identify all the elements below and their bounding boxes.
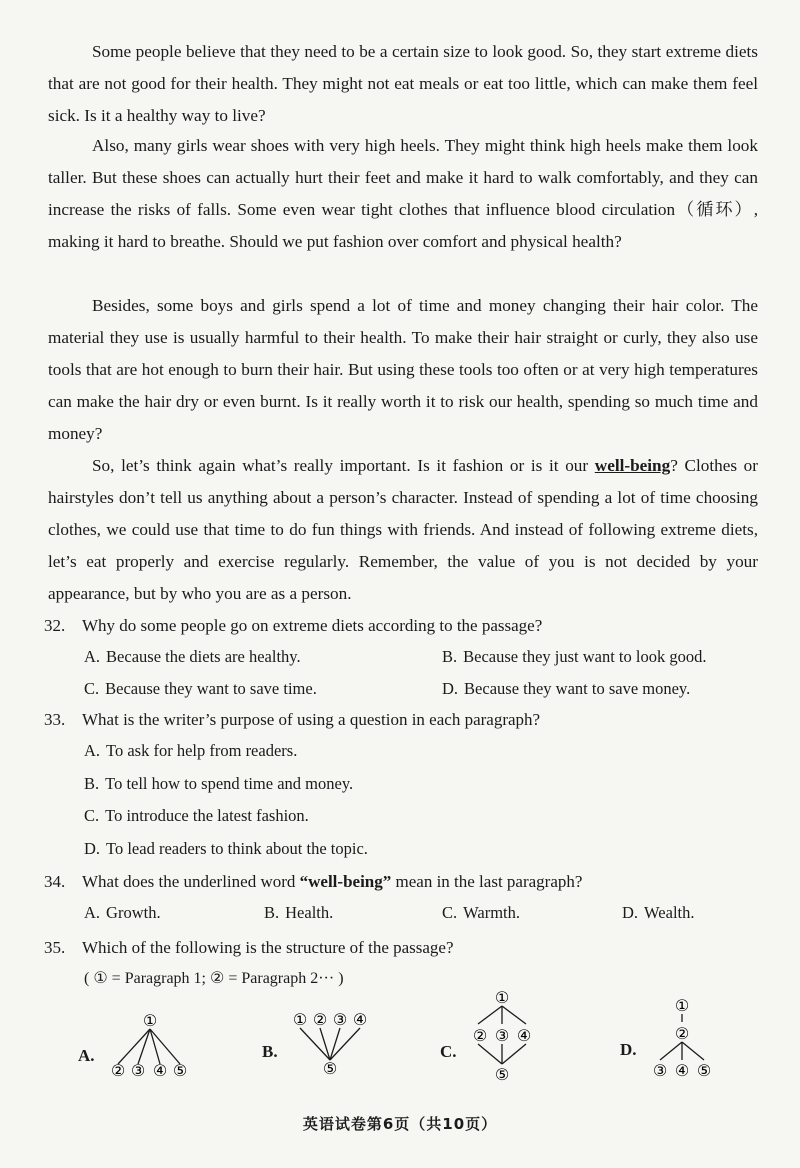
paragraph-4-end: ? Clothes or hairstyles don’t tell us anything about a person’s character. Instead of spending a lot of time choosing clothes, we could use that time to do fun things with friends. And instead of following extreme diets, let’s eat properly and exercise regularly. Remember, the value of you is not decided by your appearance, but by who you are as a person. xyxy=(48,456,758,603)
question-text: Why do some people go on extreme diets according to the passage? xyxy=(82,616,543,635)
question-34: 34. What does the underlined word “well-being” mean in the last paragraph? xyxy=(44,868,582,896)
option-32c[interactable]: C. Because they want to save time. xyxy=(84,679,317,698)
circled-2: ② xyxy=(472,1026,488,1045)
diagram-c[interactable] xyxy=(464,986,544,1086)
diagram-c-label[interactable]: C. xyxy=(440,1042,457,1061)
circled-2: ② xyxy=(674,1024,690,1043)
diagram-d[interactable] xyxy=(646,994,722,1084)
option-33b[interactable]: B. To tell how to spend time and money. xyxy=(84,774,354,793)
option-34c[interactable]: C. Warmth. xyxy=(442,903,521,922)
circled-4: ④ xyxy=(352,1010,368,1029)
circled-1: ① xyxy=(494,988,510,1007)
circled-3: ③ xyxy=(332,1010,348,1029)
diagram-d-label[interactable]: D. xyxy=(620,1040,637,1059)
circled-5: ⑤ xyxy=(172,1061,188,1080)
paragraph-key-note: ( ① = Paragraph 1; ② = Paragraph 2··· ) xyxy=(84,970,344,987)
circled-2: ② xyxy=(110,1061,126,1080)
option-33d[interactable]: D. To lead readers to think about the topic. xyxy=(84,839,368,858)
quoted-word: “well-being” xyxy=(299,872,392,891)
paragraph-1: Some people believe that they need to be a certain size to look good. So, they start extreme diets that are not good for their health. They might not eat meals or eat too little, which can make them feel sick. Is it a healthy way to live? xyxy=(48,42,758,125)
question-number: 33. xyxy=(44,710,66,729)
underlined-word: well-being xyxy=(594,456,671,475)
diagram-b-label[interactable]: B. xyxy=(262,1042,278,1061)
paragraph-4 xyxy=(48,450,758,610)
question-text: What is the writer’s purpose of using a question in each paragraph? xyxy=(82,710,541,729)
circled-1: ① xyxy=(292,1010,308,1029)
paragraph-2: Also, many girls wear shoes with very high heels. They might think high heels make them look taller. But these shoes can actually hurt their feet and make it hard to walk comfortably, and they can increase the risks of falls. Some even wear tight clothes that influence blood circulation（循环）, making it hard to breathe. Should we put fashion over comfort and physical health? xyxy=(48,136,758,251)
circled-5: ⑤ xyxy=(494,1065,510,1084)
diagram-a-label[interactable]: A. xyxy=(78,1046,95,1065)
circled-1: ① xyxy=(674,996,690,1015)
page-footer: 英语试卷第6页（共10页） xyxy=(302,1115,498,1133)
circled-3: ③ xyxy=(130,1061,146,1080)
option-34d[interactable]: D. Wealth. xyxy=(622,903,695,922)
circled-5: ⑤ xyxy=(322,1059,338,1078)
paragraph-3: Besides, some boys and girls spend a lot of time and money changing their hair color. The material they use is usually harmful to their health. To make their hair straight or curly, they also use tools that are hot enough to burn their hair. But using these tools too often or at very high temperatures can make the hair dry or even burnt. Is it really worth it to risk our health, spending so much time and money? xyxy=(48,296,758,443)
circled-4: ④ xyxy=(516,1026,532,1045)
question-33 xyxy=(44,706,540,734)
diagram-a[interactable] xyxy=(100,1010,200,1080)
question-number: 34. xyxy=(44,872,66,891)
question-number: 32. xyxy=(44,616,66,635)
diagram-b[interactable] xyxy=(288,1008,378,1078)
circled-3: ③ xyxy=(652,1061,668,1080)
option-32b[interactable]: B. Because they just want to look good. xyxy=(442,647,707,666)
question-number: 35. xyxy=(44,938,66,957)
circled-4: ④ xyxy=(152,1061,168,1080)
option-32a[interactable]: A. Because the diets are healthy. xyxy=(84,647,301,666)
circled-5: ⑤ xyxy=(696,1061,712,1080)
question-32 xyxy=(44,612,542,640)
circled-4: ④ xyxy=(674,1061,690,1080)
option-34a[interactable]: A. Growth. xyxy=(84,903,161,922)
circled-3: ③ xyxy=(494,1026,510,1045)
option-33a[interactable]: A. To ask for help from readers. xyxy=(84,741,298,760)
question-text: Which of the following is the structure of the passage? xyxy=(82,938,454,957)
paragraph-4-start: So, let’s think again what’s really important. Is it fashion or is it our xyxy=(92,456,595,475)
option-32d[interactable]: D. Because they want to save money. xyxy=(442,679,691,698)
question-35 xyxy=(44,934,454,962)
option-34b[interactable]: B. Health. xyxy=(264,903,334,922)
option-33c[interactable]: C. To introduce the latest fashion. xyxy=(84,806,309,825)
circled-1: ① xyxy=(142,1011,158,1030)
circled-2: ② xyxy=(312,1010,328,1029)
